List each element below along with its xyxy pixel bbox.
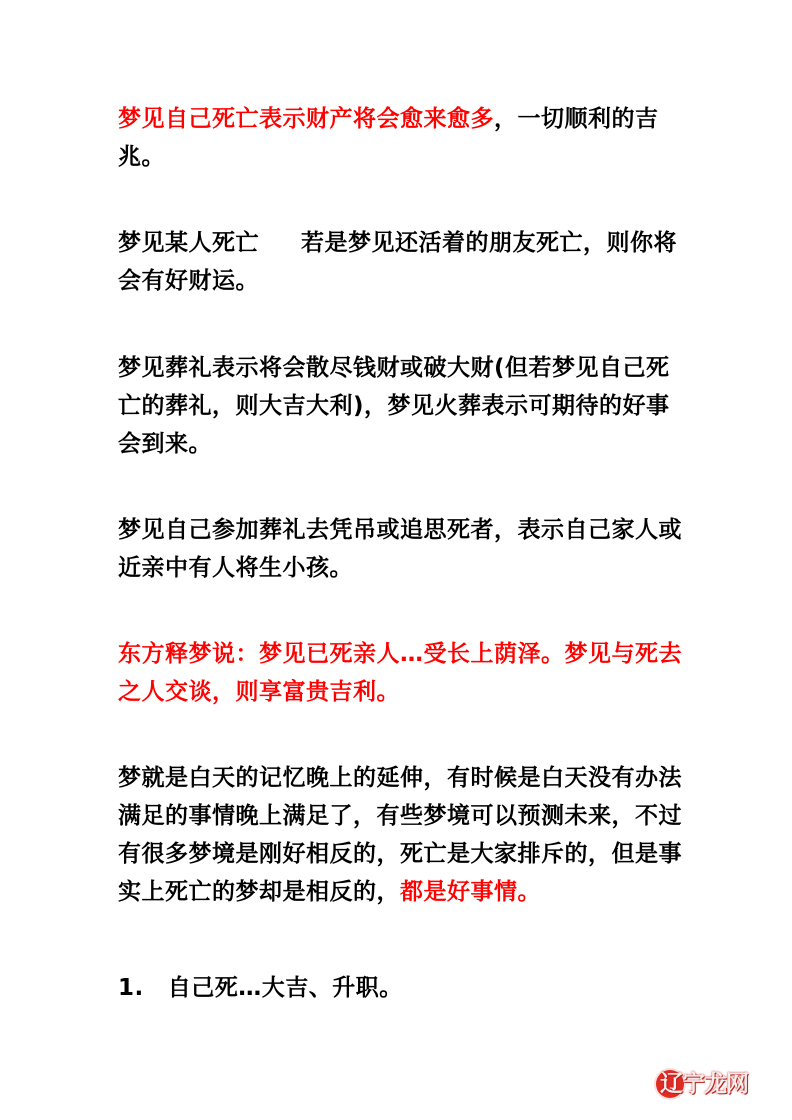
paragraph-own-death (118, 100, 688, 176)
body-text: 梦就是白天的记忆晚上的延伸，有时候是白天没有办法满足的事情晚上满足了，有些梦境可以预测未来，不过有很多梦境是刚好相反的，死亡是大家排斥的，但是事实上死亡的梦却是相反的， (118, 765, 682, 905)
highlight-text: 梦见自己死亡表示财产将会愈来愈多 (118, 106, 494, 132)
paragraph-dream-explanation (118, 759, 688, 911)
list-item-1 (118, 969, 688, 1007)
paragraph-label: 梦见某人死亡 (118, 230, 259, 256)
body-text: 若是梦见还活着的朋友死亡，则你将会有好财运。 (118, 230, 677, 294)
paragraph-funeral (118, 349, 688, 463)
paragraph-attend-funeral (118, 511, 688, 587)
body-text: 梦见葬礼表示将会散尽钱财或破大财(但若梦见自己死亡的葬礼，则大吉大利)，梦见火葬表示可期待的好事会到来。 (118, 355, 670, 457)
list-text: 自己死…大吉、升职。 (167, 975, 403, 1001)
body-text: ，一切顺利的吉兆。 (118, 106, 659, 170)
paragraph-someone-death (118, 224, 688, 300)
body-text: 梦见自己参加葬礼去凭吊或追思死者，表示自己家人或近亲中有人将生小孩。 (118, 517, 682, 581)
list-number: 1. (118, 975, 144, 1001)
highlight-text: 东方释梦说：梦见已死亲人…受长上荫泽。梦见与死去之人交谈，则享富贵吉利。 (118, 641, 682, 705)
highlight-text: 都是好事情。 (400, 879, 541, 905)
watermark-logo (656, 1068, 754, 1102)
paragraph-eastern-interpretation (118, 635, 688, 711)
watermark-text: 辽宁龙网 (660, 1070, 748, 1097)
